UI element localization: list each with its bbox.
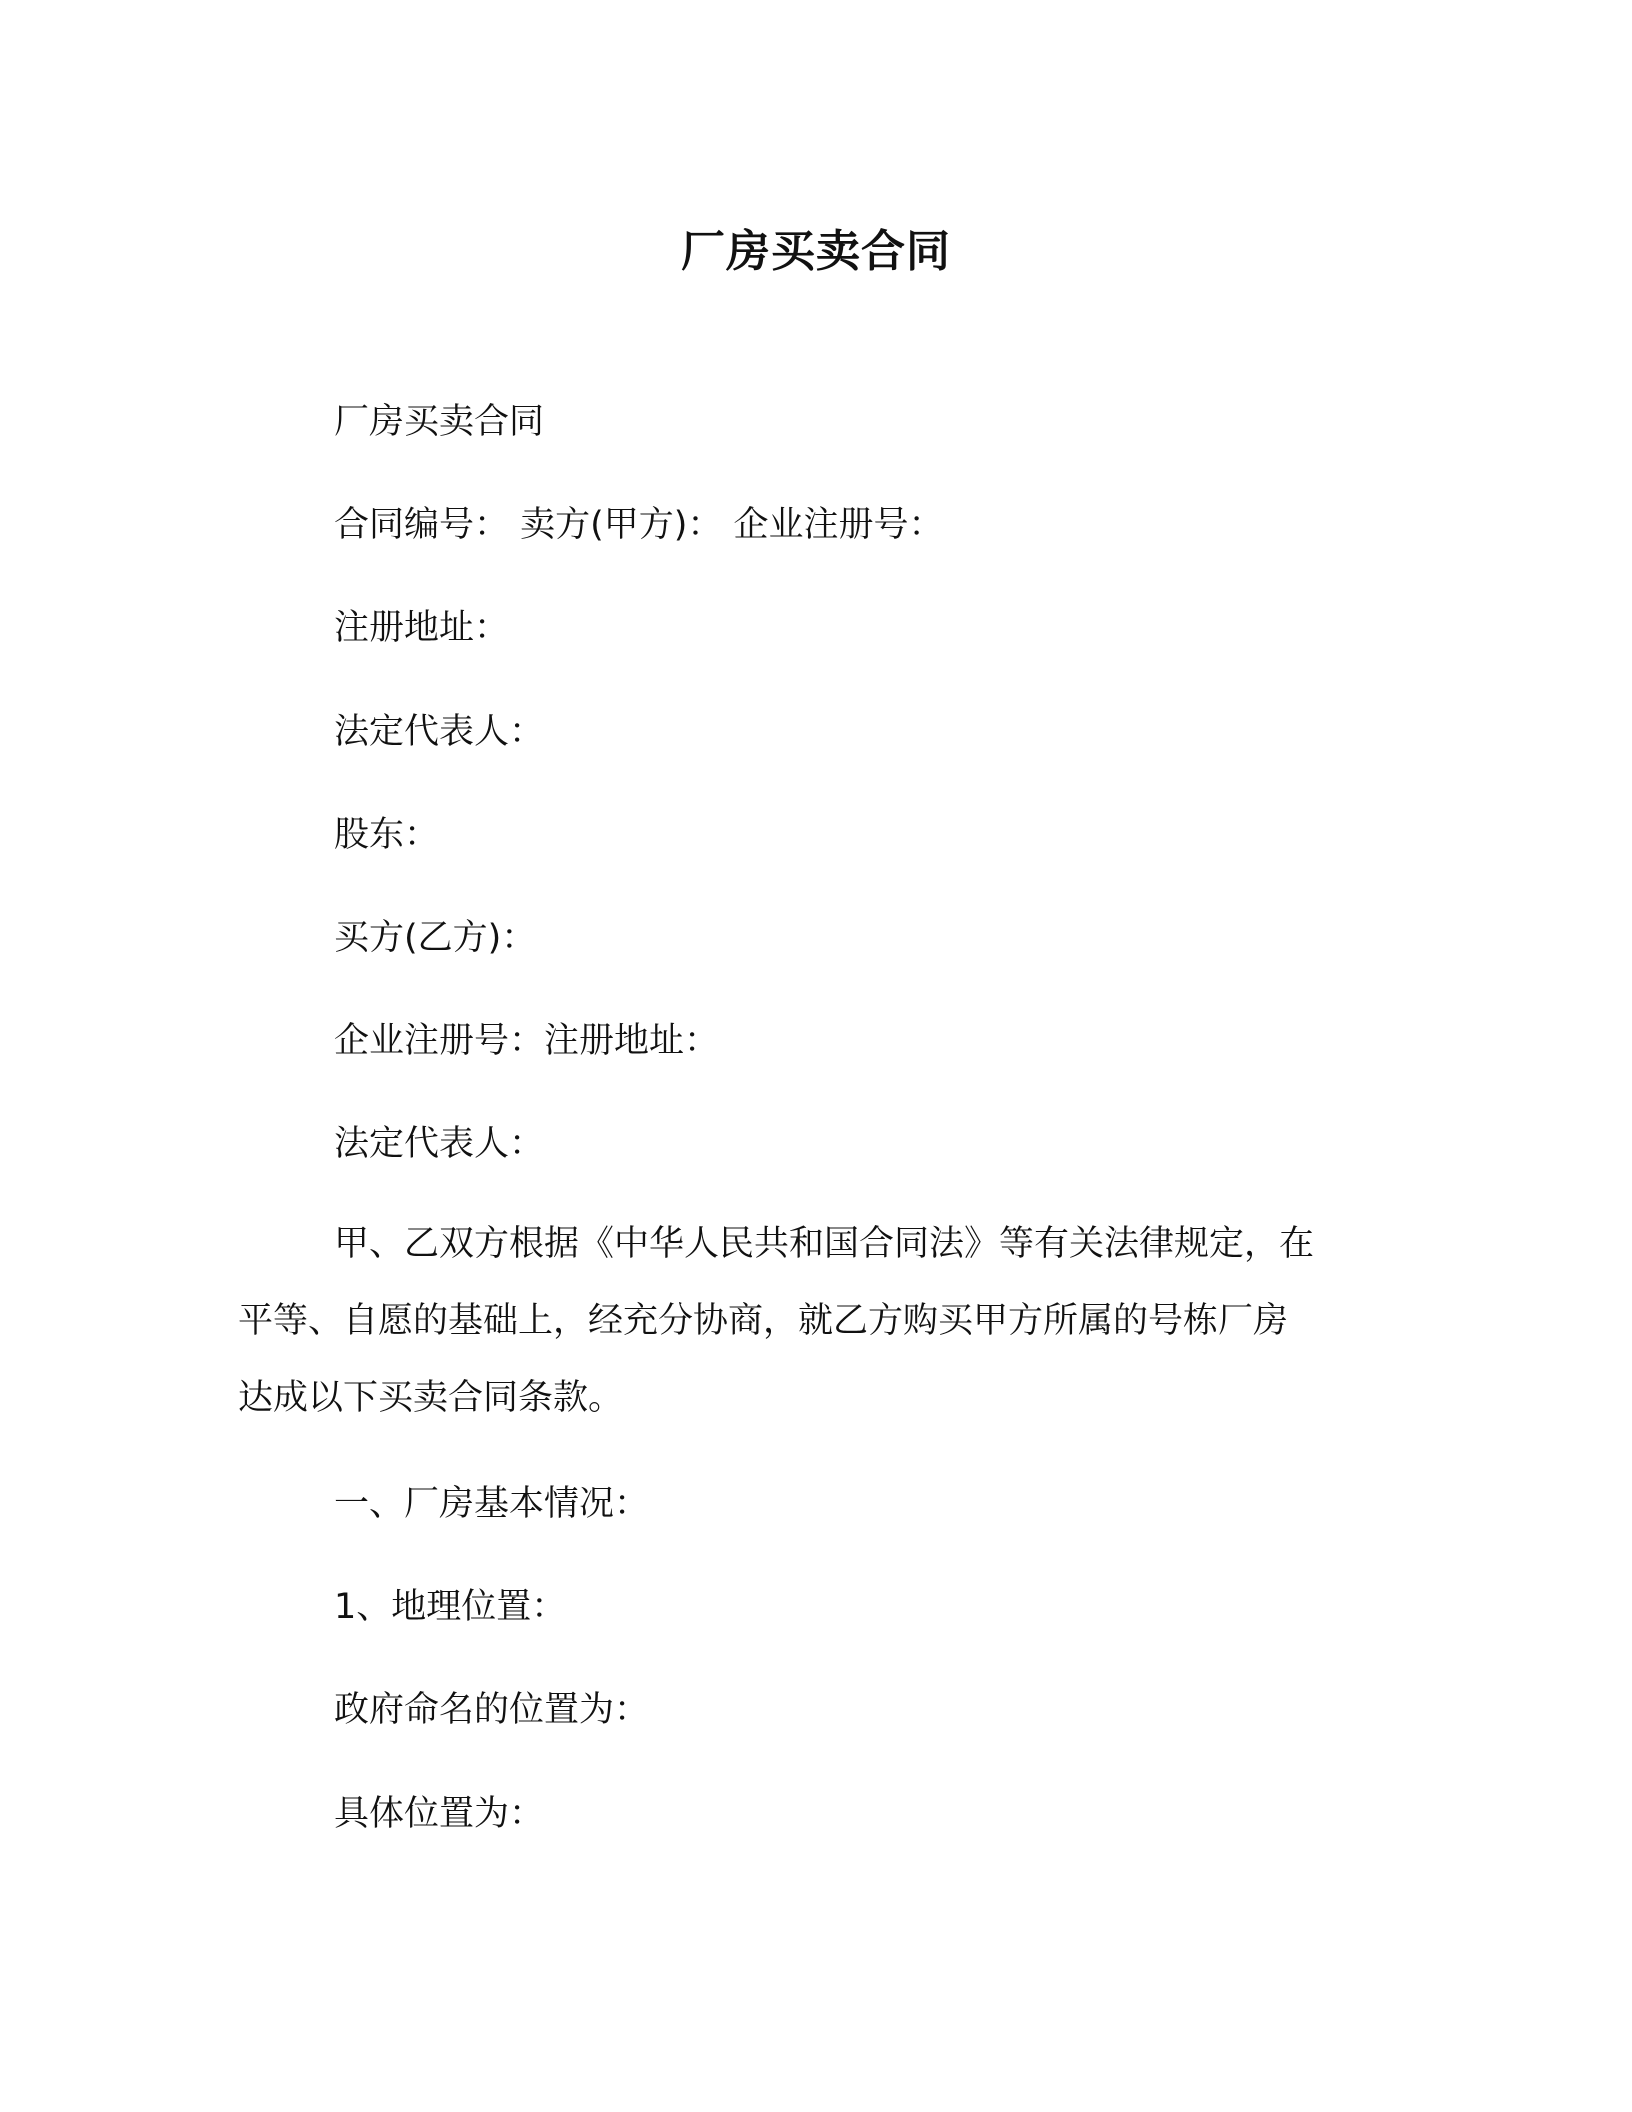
intro-paragraph-line: 甲、乙双方根据《中华人民共和国合同法》等有关法律规定，在 xyxy=(334,1224,1315,1264)
government-location-line: 政府命名的位置为： xyxy=(334,1690,650,1730)
registered-address-line: 注册地址： xyxy=(334,608,510,648)
intro-paragraph-line: 平等、自愿的基础上，经充分协商，就乙方购买甲方所属的号栋厂房 xyxy=(238,1301,1289,1341)
contract-number-line: 合同编号： 卖方(甲方)： 企业注册号： xyxy=(334,505,944,545)
shareholder-line: 股东： xyxy=(334,815,440,855)
legal-representative-line: 法定代表人： xyxy=(334,712,545,752)
intro-paragraph xyxy=(238,1206,1388,1437)
buyer-line: 买方(乙方)： xyxy=(334,918,537,958)
geographic-location-line: 1、地理位置： xyxy=(334,1587,567,1627)
intro-paragraph-line: 达成以下买卖合同条款。 xyxy=(238,1378,624,1418)
document-title: 厂房买卖合同 xyxy=(681,226,951,277)
subtitle-line: 厂房买卖合同 xyxy=(334,402,545,442)
buyer-legal-representative-line: 法定代表人： xyxy=(334,1124,545,1164)
specific-location-line: 具体位置为： xyxy=(334,1794,545,1834)
buyer-registration-line: 企业注册号：注册地址： xyxy=(334,1021,720,1061)
section-heading: 一、厂房基本情况： xyxy=(334,1484,650,1524)
